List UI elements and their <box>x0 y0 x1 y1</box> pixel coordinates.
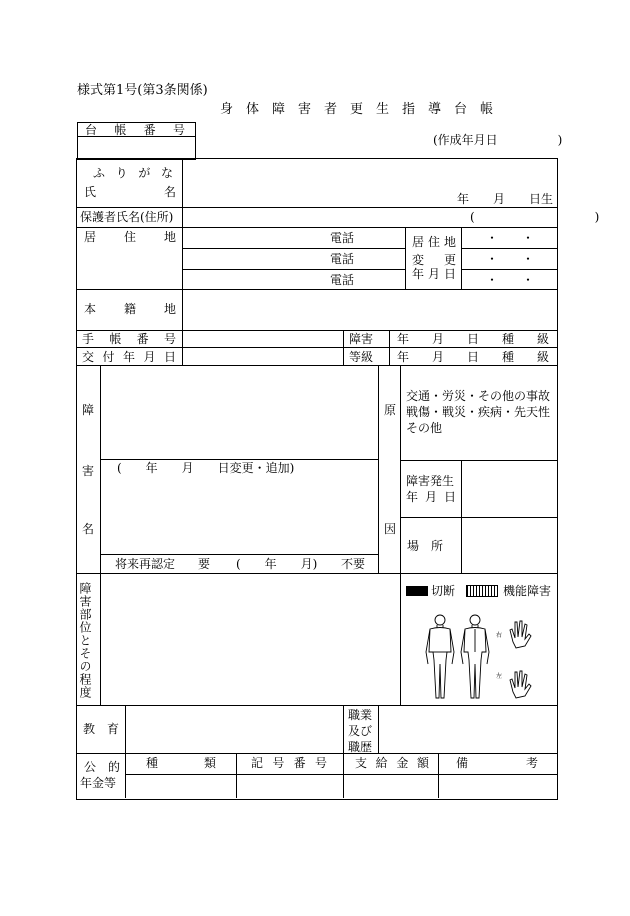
disability-name-char-1: 障 <box>82 403 95 417</box>
phone-label-3: 電話 <box>330 273 355 287</box>
grade-label-1: 障害 <box>349 332 374 346</box>
pension-header-type: 種 類 <box>146 756 216 770</box>
pension-amount-field[interactable] <box>344 775 438 798</box>
reassess-required[interactable]: 要 <box>198 557 211 571</box>
pension-label-2: 年金等 <box>80 776 117 790</box>
place-label: 場 所 <box>407 539 444 553</box>
change-addition-note: ( 年 月 日変更・追加) <box>117 461 295 475</box>
name-label: 氏 名 <box>84 185 176 199</box>
change-label-3: 年 月 日 <box>412 267 456 281</box>
handbook-number-field[interactable] <box>183 331 343 347</box>
domicile-field[interactable] <box>183 290 556 330</box>
body-diagram[interactable] <box>420 612 550 700</box>
change-label-2: 変 更 <box>412 253 456 267</box>
page-title: 身 体 障 害 者 更 生 指 導 台 帳 <box>220 102 494 117</box>
residence-label: 居 住 地 <box>84 230 176 244</box>
onset-label-2: 年 月 日 <box>406 490 456 504</box>
guardian-address-paren: ( ) <box>470 210 600 224</box>
disability-name-field[interactable] <box>101 366 378 459</box>
pension-header-notes: 備 考 <box>456 756 538 770</box>
cause-options-1[interactable]: 交通・労災・その他の事故 <box>406 389 551 403</box>
grade-label-2: 等級 <box>349 350 374 364</box>
education-label: 教 育 <box>83 722 119 736</box>
domicile-label: 本 籍 地 <box>84 302 176 316</box>
issue-date-label: 交 付 年 月 日 <box>82 350 176 364</box>
amputation-legend: 切断 <box>431 584 456 598</box>
onset-date-field[interactable] <box>462 461 556 517</box>
issue-date-field[interactable] <box>183 348 343 365</box>
change-label-1: 居 住 地 <box>412 235 456 249</box>
disability-site-field[interactable] <box>101 574 400 705</box>
occupation-label-2: 及び <box>348 724 373 738</box>
cause-char-1: 原 <box>384 403 397 417</box>
cause-char-2: 因 <box>384 522 397 536</box>
creation-date: (作成年月日 ) <box>433 133 563 147</box>
cause-options-3[interactable]: その他 <box>406 421 443 435</box>
pension-notes-field[interactable] <box>439 775 556 798</box>
disability-site-label: 障害部位とその程度 <box>78 582 92 699</box>
cause-options-2[interactable]: 戦傷・戦災・疾病・先天性 <box>406 405 551 419</box>
pension-code-field[interactable] <box>237 775 343 798</box>
form-number-label: 様式第1号(第3条関係) <box>77 83 208 98</box>
handbook-number-label: 手 帳 番 号 <box>82 332 176 346</box>
reassess-label: 将来再認定 <box>115 557 176 571</box>
change-date-3: ・ ・ <box>486 273 535 287</box>
dysfunction-legend: 機能障害 <box>503 584 552 598</box>
occupation-field[interactable] <box>379 706 556 753</box>
amputation-legend-icon <box>406 586 428 596</box>
phone-label-1: 電話 <box>330 231 355 245</box>
education-field[interactable] <box>126 706 343 753</box>
onset-label-1: 障害発生 <box>406 474 455 488</box>
occupation-label-1: 職業 <box>348 708 373 722</box>
ledger-number-label: 台 帳 番 号 <box>85 123 185 137</box>
place-field[interactable] <box>462 518 556 573</box>
disability-name-char-2: 害 <box>82 464 95 478</box>
guardian-label: 保護者氏名(住所) <box>80 210 174 224</box>
disability-name-char-3: 名 <box>82 522 95 536</box>
change-date-2: ・ ・ <box>486 252 535 266</box>
right-hand-label: 右 <box>496 632 503 639</box>
pension-type-field[interactable] <box>126 775 236 798</box>
reassess-not-required[interactable]: 不要 <box>341 557 366 571</box>
grade-row-2: 年 月 日 種 級 <box>397 350 549 364</box>
furigana-label: ふ り が な <box>93 166 173 180</box>
pension-header-amount: 支 給 金 額 <box>355 756 429 770</box>
change-date-1: ・ ・ <box>486 231 535 245</box>
pension-header-code: 記 号 番 号 <box>251 756 327 770</box>
reassess-date: ( 年 月) <box>236 557 318 571</box>
dysfunction-legend-icon <box>466 585 498 597</box>
pension-label-1: 公 的 <box>84 760 121 774</box>
residence-field[interactable] <box>183 228 405 289</box>
phone-label-2: 電話 <box>330 252 355 266</box>
grade-row-1: 年 月 日 種 級 <box>397 332 549 346</box>
occupation-label-3: 職歴 <box>348 740 373 754</box>
birth-date-suffix: 年 月 日生 <box>457 192 554 206</box>
left-hand-label: 左 <box>496 673 503 680</box>
